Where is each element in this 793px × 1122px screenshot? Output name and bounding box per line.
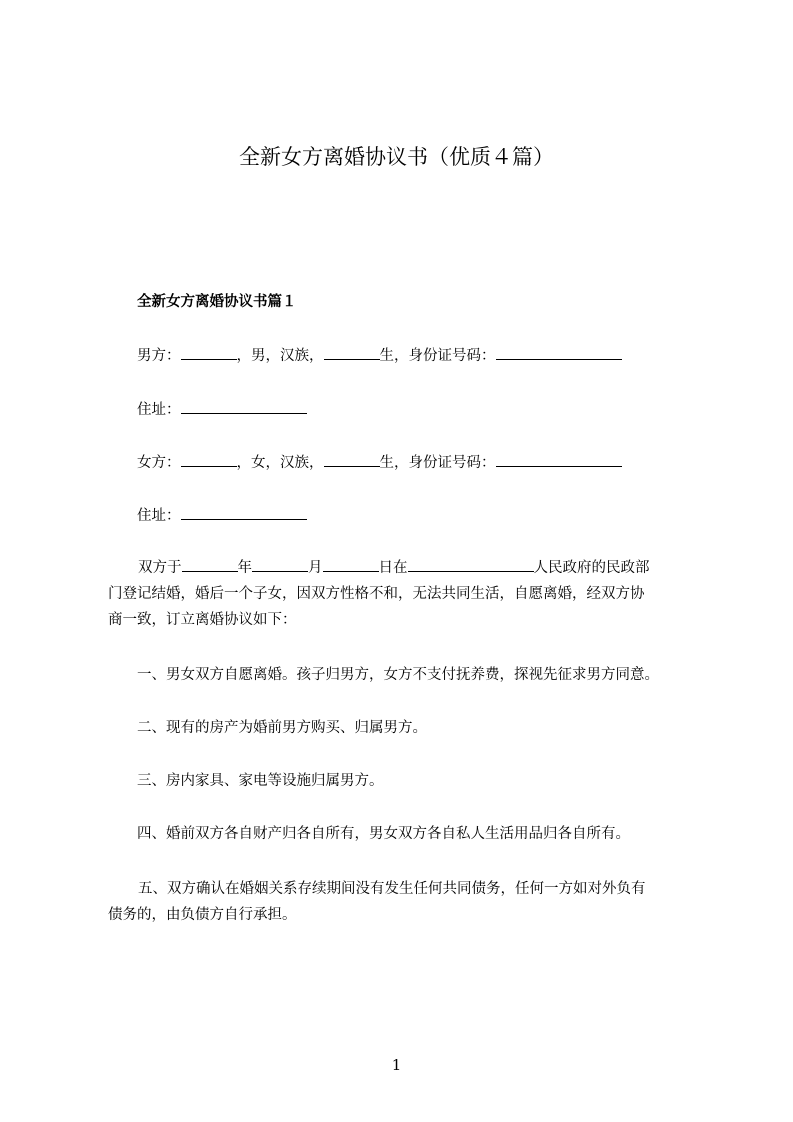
male-name-blank: [181, 345, 237, 360]
month-blank: [252, 557, 308, 572]
month-text: 月: [308, 560, 323, 576]
section-heading: 全新女方离婚协议书篇１: [137, 294, 297, 310]
clause-1: 一、男女双方自愿离婚。孩子归男方，女方不支付抚养费，探视先征求男方同意。: [137, 667, 659, 683]
marriage-line-1-end: 人民政府的民政部: [533, 560, 650, 576]
female-gender-text: ，女，汉族，: [236, 455, 324, 471]
male-address-line: [137, 399, 307, 420]
clause-3: 三、房内家具、家电等设施归属男方。: [137, 773, 384, 789]
male-address-blank: [181, 399, 307, 414]
male-address-label: 住址：: [137, 402, 181, 418]
clause-5: [108, 876, 708, 928]
female-label: 女方：: [137, 455, 181, 471]
day-blank: [323, 557, 379, 572]
male-birth-blank: [324, 345, 380, 360]
male-info-line: [137, 345, 622, 366]
year-text: 年: [237, 560, 252, 576]
male-gender-text: ，男，汉族，: [236, 348, 324, 364]
marriage-line-2: 门登记结婚，婚后一个子女，因双方性格不和，无法共同生活，自愿离婚，经双方协: [108, 586, 645, 602]
location-blank: [408, 557, 534, 572]
document-title: 全新女方离婚协议书（优质４篇）: [239, 145, 554, 169]
marriage-line-3: 商一致，订立离婚协议如下：: [108, 612, 297, 628]
marriage-paragraph: [108, 555, 708, 633]
male-label: 男方：: [137, 348, 181, 364]
female-info-line: [137, 452, 622, 473]
female-name-blank: [181, 452, 237, 467]
clause-2: 二、现有的房产为婚前男方购买、归属男方。: [137, 720, 427, 736]
clause-5-line-2: 债务的，由负债方自行承担。: [108, 907, 297, 923]
female-address-blank: [181, 505, 307, 520]
female-address-label: 住址：: [137, 508, 181, 524]
page-number: 1: [391, 1056, 402, 1074]
male-id-blank: [496, 345, 622, 360]
marriage-line-1: [108, 555, 708, 581]
female-address-line: [137, 505, 307, 526]
marriage-prefix: 双方于: [138, 560, 182, 576]
day-at-text: 日在: [378, 560, 408, 576]
clause-5-line-1: 五、双方确认在婚姻关系存续期间没有发生任何共同债务，任何一方如对外负有: [138, 881, 646, 897]
female-id-blank: [496, 452, 622, 467]
female-birth-blank: [324, 452, 380, 467]
year-blank: [182, 557, 238, 572]
female-born-text: 生，身份证号码：: [379, 455, 496, 471]
clause-4: 四、婚前双方各自财产归各自所有，男女双方各自私人生活用品归各自所有。: [137, 826, 630, 842]
male-born-text: 生，身份证号码：: [379, 348, 496, 364]
